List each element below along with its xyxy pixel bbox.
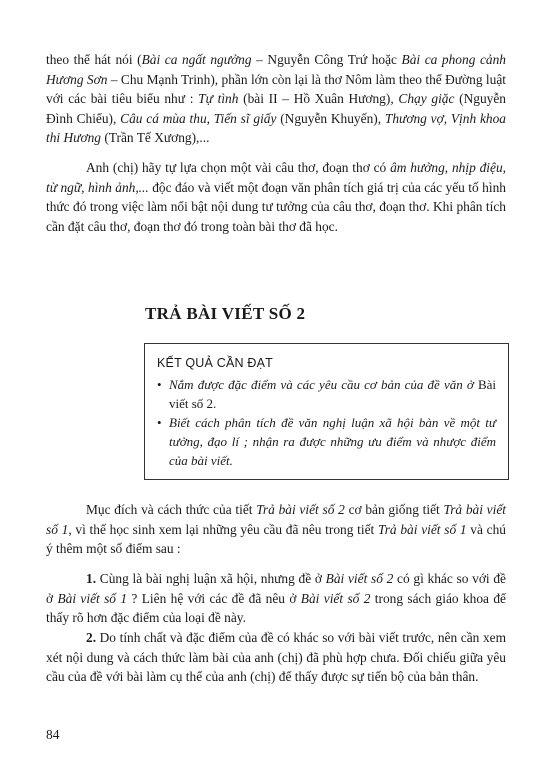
text-run: – Nguyễn Công Trứ hoặc [251, 52, 402, 67]
italic-text-run: Chạy giặc [398, 91, 455, 106]
italic-text-run: Câu cá mùa thu, Tiến sĩ giấy [120, 110, 277, 126]
bullet-icon: • [157, 377, 162, 392]
intro-text-1 [46, 50, 506, 148]
intro-text-2 [46, 158, 506, 236]
intro-paragraph-1 [46, 50, 506, 148]
objective-text [169, 415, 496, 468]
italic-text-run: Bài ca phong cảnh Hương Sơn [46, 52, 506, 87]
text-run: và chú ý thêm một số điểm sau : [46, 521, 507, 556]
text-run: Cùng là bài nghị luận xã hội, nhưng đề ở [96, 571, 326, 586]
text-run: ? Liên hệ với các đề đã nêu ở [127, 590, 301, 606]
text-run: Do tính chất và đặc điểm của đề có khác so với bài viết trước, nên cần xem xét nội dung và cách thức làm bài của anh (chị) đã phù hợp chưa. Đối chiếu giữa yêu cầu của đề với bài làm cụ thể của anh (chị) để thấy được sự tiến bộ của bản thân. [46, 630, 506, 684]
italic-text-run: Trả bài viết số 1 [378, 521, 467, 537]
objective-item [157, 413, 496, 470]
italic-text-run: Thương vợ, Vịnh khoa thi Hương [46, 110, 506, 145]
italic-text-run: Biết cách phân tích đề văn nghị luận xã hội bàn về một tư tưởng, đạo lí ; nhận ra được những ưu điểm và nhược điểm của bài viết. [169, 415, 496, 468]
objectives-heading: KẾT QUẢ CẦN ĐẠT [157, 356, 273, 370]
text-run: có gì khác so với đề ở [46, 571, 506, 606]
body-text-3 [46, 628, 506, 687]
objectives-list [157, 375, 496, 470]
objective-item [157, 375, 496, 413]
text-run: Mục đích và cách thức của tiết [86, 502, 257, 517]
body-paragraph-2 [46, 569, 506, 628]
item-number: 1. [86, 571, 97, 586]
text-run: Bài viết số 2. [169, 377, 496, 411]
text-run: Anh (chị) hãy tự lựa chọn một vài câu thơ, đoạn thơ có [86, 160, 391, 175]
text-run: – Chu Mạnh Trinh), phần lớn còn lại là thơ Nôm làm theo thể Đường luật với các bài tiêu biểu như : [46, 71, 506, 106]
objective-text [169, 377, 496, 411]
item-number: 2. [86, 630, 97, 645]
text-run: độc đáo và viết một đoạn văn phân tích giá trị của các yếu tố hình thức đó trong việc làm nổi bật nội dung tư tưởng của câu thơ, đoạn thơ. Khi phân tích cần đặt câu thơ, đoạn thơ đó trong toàn bài thơ đã học. [46, 179, 506, 234]
section-title: TRẢ BÀI VIẾT SỐ 2 [145, 304, 306, 323]
italic-text-run: Bài viết số 1 [57, 590, 128, 606]
text-run: , vì thế học sinh xem lại những yêu cầu đã nêu trong tiết [68, 521, 379, 537]
text-run: cơ bản giống tiết [344, 502, 444, 517]
text-run: (Trần Tế Xương),... [101, 130, 210, 145]
body-text-2 [46, 569, 506, 628]
body-text-1 [46, 500, 506, 559]
text-run: trong sách giáo khoa để thấy rõ hơn đặc điểm của loại đề này. [46, 590, 506, 625]
text-run: theo thể hát nói ( [46, 52, 142, 67]
body-paragraph-1 [46, 500, 506, 559]
italic-text-run: Bài viết số 2 [300, 590, 371, 606]
text-run: (bài II – Hồ Xuân Hương), [238, 91, 399, 106]
italic-text-run: Nắm được đặc điểm và các yêu cầu cơ bản của đề văn ở [169, 377, 478, 392]
italic-text-run: Bài ca ngất ngưởng [141, 52, 252, 67]
text-run: (Nguyễn Khuyến), [276, 110, 385, 126]
bullet-icon: • [157, 415, 162, 430]
objectives-box [144, 343, 509, 480]
italic-text-run: âm hưởng, nhịp điệu, từ ngữ, hình ảnh,... [46, 160, 506, 195]
italic-text-run: Tự tình [198, 91, 239, 106]
italic-text-run: Trả bài viết số 2 [256, 502, 345, 517]
body-paragraph-3 [46, 628, 506, 687]
text-run: (Nguyễn Đình Chiểu), [46, 91, 506, 126]
intro-paragraph-2 [46, 158, 506, 236]
page-number: 84 [46, 727, 60, 742]
italic-text-run: Trả bài viết số 1 [46, 502, 507, 537]
italic-text-run: Bài viết số 2 [325, 571, 394, 586]
